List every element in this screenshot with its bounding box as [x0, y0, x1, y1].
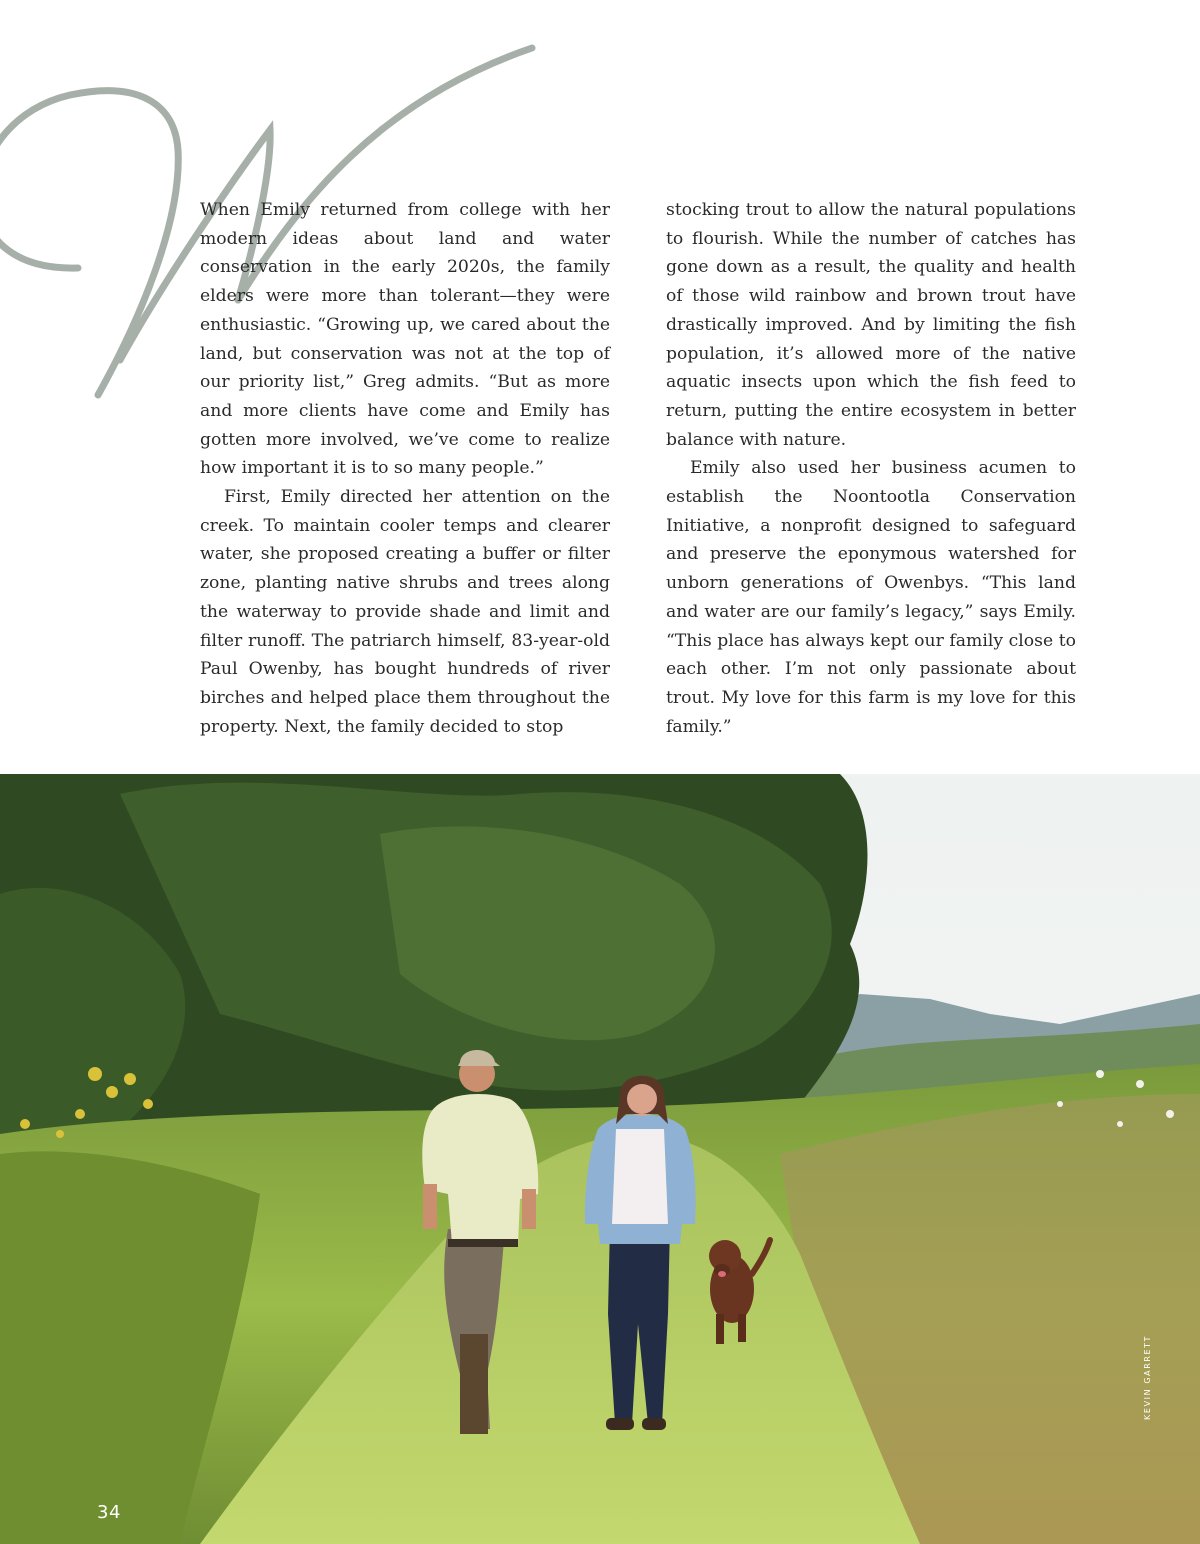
photo-scene: [0, 774, 1200, 1544]
paragraph: stocking trout to allow the natural populations to flourish. While the number of catches has gone down as a result, the quality and health of those wild rainbow and brown trout have drastically improved. And by limiting the fish population, it’s allowed more of the native aquatic insects upon which the fish feed to return, putting the entire ecosystem in better balance with nature.: [666, 200, 1076, 450]
page-number: 34: [97, 1502, 121, 1523]
paragraph: First, Emily directed her attention on the creek. To maintain cooler temps and clearer water, she proposed creating a buffer or filter zone, planting native shrubs and trees along the waterway to provide shade and limit and filter runoff. The patriarch himself, 83-year-old Paul Owenby, has bought hundreds of river birches and helped place them throughout the property. Next, the family decided to stop: [200, 487, 610, 737]
article-column-right: [666, 196, 1076, 741]
photo-credit: KEVIN GARRETT: [1143, 1335, 1152, 1420]
paragraph: Emily also used her business acumen to establish the Noontootla Conservation Initiative, a nonprofit designed to safeguard and preserve the eponymous watershed for unborn generations of Owenbys. “This land and water are our family’s legacy,” says Emily. “This place has always kept our family close to each other. I’m not only passionate about trout. My love for this farm is my love for this family.”: [666, 458, 1076, 737]
article-photo: [0, 774, 1200, 1544]
paragraph: When Emily returned from college with her modern ideas about land and water conservation in the early 2020s, the family elders were more than tolerant—they were enthusiastic. “Growing up, we cared about the land, but conservation was not at the top of our priority list,” Greg admits. “But as more and more clients have come and Emily has gotten more involved, we’ve come to realize how important it is to so many people.”: [200, 200, 610, 479]
article-column-left: [200, 196, 610, 741]
